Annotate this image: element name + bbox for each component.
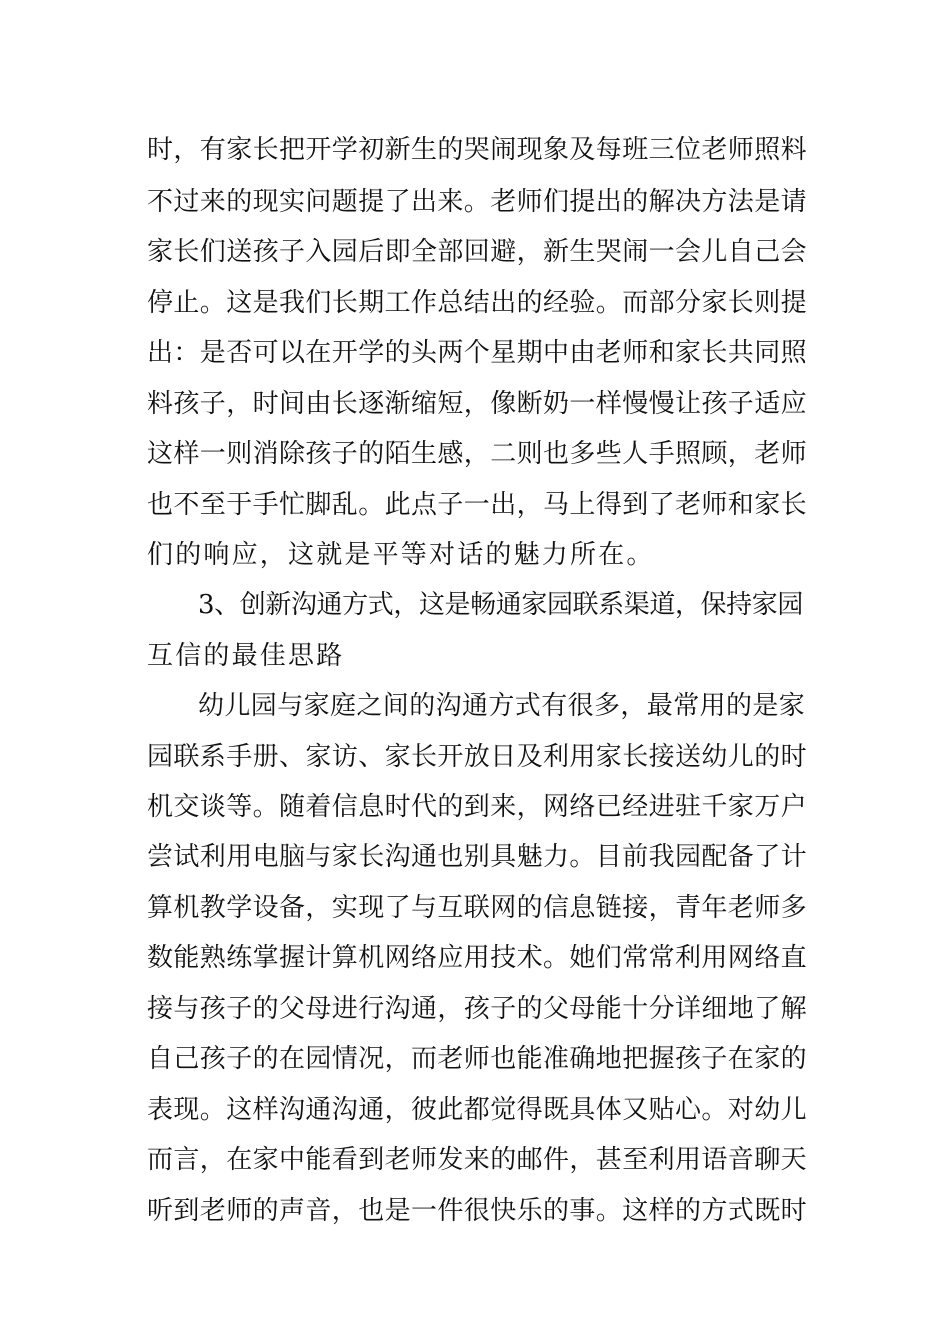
text-line: 停止。这是我们长期工作总结出的经验。而部分家长则提 [147,288,808,318]
text-line: 表现。这样沟通沟通，彼此都觉得既具体又贴心。对幼儿 [147,1095,808,1125]
text-line: 也不至于手忙脚乱。此点子一出，马上得到了老师和家长 [147,490,808,520]
text-line: 尝试利用电脑与家长沟通也别具魅力。目前我园配备了计 [147,842,808,872]
text-line: 接与孩子的父母进行沟通，孩子的父母能十分详细地了解 [147,994,808,1024]
text-line: 而言，在家中能看到老师发来的邮件，甚至利用语音聊天 [147,1145,808,1175]
text-line: 园联系手册、家访、家长开放日及利用家长接送幼儿的时 [147,742,808,772]
text-line: 时，有家长把开学初新生的哭闹现象及每班三位老师照料 [147,135,808,165]
text-line: 这样一则消除孩子的陌生感，二则也多些人手照顾，老师 [147,439,808,469]
text-line: 出：是否可以在开学的头两个星期中由老师和家长共同照 [147,338,808,368]
text-line: 们的响应，这就是平等对话的魅力所在。 [147,540,655,570]
text-line: 幼儿园与家庭之间的沟通方式有很多，最常用的是家 [198,691,806,721]
text-line: 自己孩子的在园情况，而老师也能准确地把握孩子在家的 [147,1044,808,1074]
text-line: 机交谈等。随着信息时代的到来，网络已经进驻千家万户 [147,792,808,822]
section-heading: 3、创新沟通方式，这是畅通家园联系渠道，保持家园 [198,590,803,620]
text-line: 不过来的现实问题提了出来。老师们提出的解决方法是请 [147,187,808,217]
section-heading-continued: 互信的最佳思路 [147,641,345,671]
text-line: 算机教学设备，实现了与互联网的信息链接，青年老师多 [147,893,808,923]
text-line: 料孩子，时间由长逐渐缩短，像断奶一样慢慢让孩子适应 [147,389,808,419]
text-line: 家长们送孩子入园后即全部回避，新生哭闹一会儿自己会 [147,237,808,267]
text-line: 听到老师的声音，也是一件很快乐的事。这样的方式既时 [147,1196,808,1226]
text-line: 数能熟练掌握计算机网络应用技术。她们常常利用网络直 [147,943,808,973]
